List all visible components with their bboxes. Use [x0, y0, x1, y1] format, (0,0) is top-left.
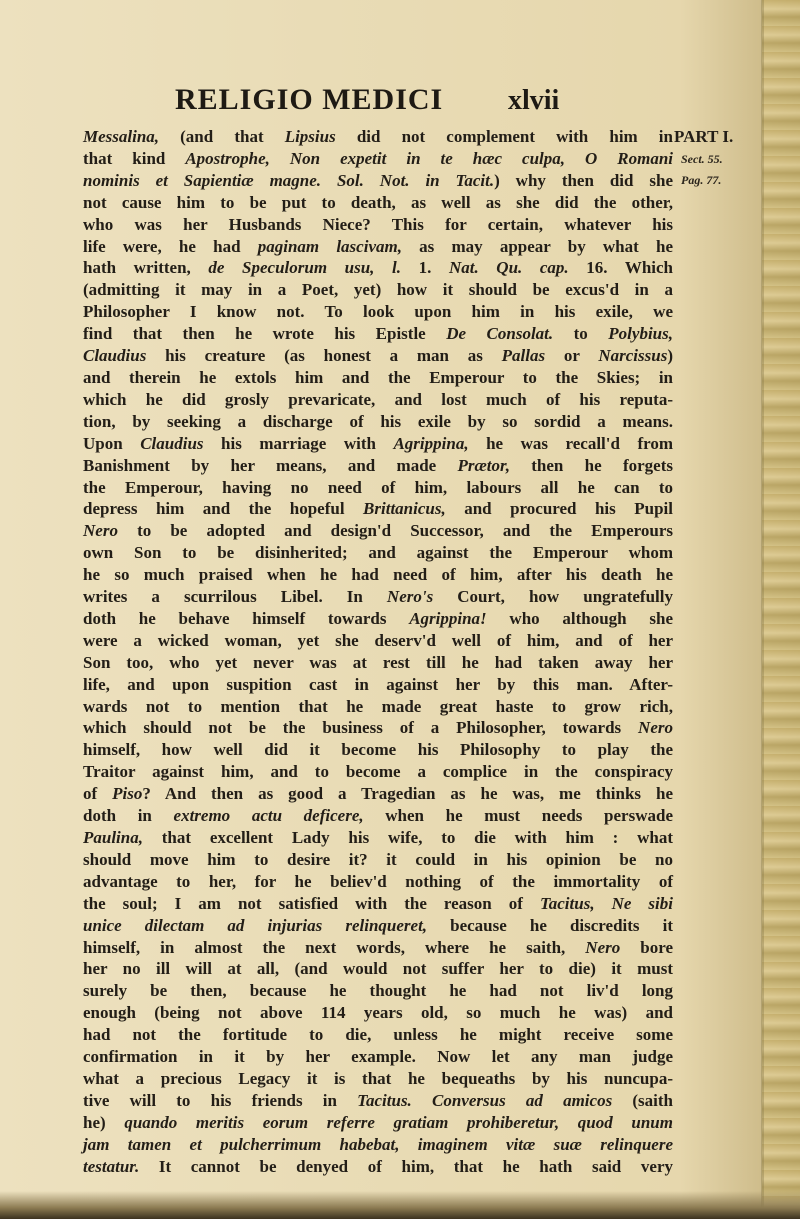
body-text — [83, 126, 673, 1178]
text-line: which he did grosly prevaricate, and lost much of his reputa- — [83, 389, 673, 409]
text-line: tive will to his friends in Tacitus. Conversus ad amicos (saith — [83, 1090, 674, 1110]
text-line: life were, he had paginam lascivam, as may appear by what he — [83, 236, 673, 256]
text-line: advantage to her, for he believ'd nothing of the immortality of — [83, 871, 673, 891]
text-line: had not the fortitude to die, unless he might receive some — [83, 1025, 673, 1045]
text-line: tion, by seeking a discharge of his exile by so sordid a means. — [83, 411, 673, 431]
text-line: of Piso? And then as good a Tragedian as he was, me thinks he — [83, 784, 673, 804]
text-line: writes a scurrilous Libel. In Nero's Court, how ungratefully — [83, 587, 673, 607]
text-line: find that then he wrote his Epistle De Consolat. to Polybius, — [83, 324, 673, 344]
text-line: Philosopher I know not. To look upon him in his exile, we — [83, 302, 673, 322]
page-gutter — [761, 0, 764, 1219]
text-line: he so much praised when he had need of him, after his death he — [83, 565, 673, 585]
text-line: doth he behave himself towards Agrippina! who although she — [83, 608, 673, 628]
text-line: Upon Claudius his marriage with Agrippina, he was recall'd from — [83, 433, 674, 453]
text-line: Traitor against him, and to become a complice in the conspiracy — [83, 762, 673, 782]
text-line: Nero to be adopted and design'd Successor, and the Emperours — [83, 521, 673, 541]
text-line: Paulina, that excellent Lady his wife, to die with him : what — [83, 828, 673, 847]
text-line: nominis et Sapientiæ magne. Sol. Not. in Tacit.) why then did she — [83, 170, 673, 190]
text-line: Messalina, (and that Lipsius did not complement with him in — [83, 127, 673, 146]
running-title: RELIGIO MEDICI — [175, 83, 444, 116]
text-line: surely be then, because he thought he had not liv'd long — [83, 981, 673, 1001]
text-line: Son too, who yet never was at rest till he had taken away her — [83, 652, 673, 672]
text-line: the Emperour, having no need of him, labours all he can to — [83, 477, 673, 497]
text-line: what a precious Legacy it is that he bequeaths by his nuncupa- — [83, 1068, 673, 1088]
text-line: wards not to mention that he made great haste to grow rich, — [83, 696, 673, 716]
text-line: the soul; I am not satisfied with the reason of Tacitus, Ne sibi — [83, 893, 673, 913]
text-line: own Son to be disinherited; and against the Emperour whom — [83, 543, 673, 563]
text-line: (admitting it may in a Poet, yet) how it should be excus'd in a — [83, 280, 673, 300]
part-label: PART I. — [674, 127, 734, 146]
text-line: that kind Apostrophe, Non expetit in te hæc culpa, O Romani — [83, 148, 673, 168]
text-line: Claudius his creature (as honest a man as Pallas or Narcissus) — [83, 346, 673, 366]
text-line: and therein he extols him and the Emperour to the Skies; in — [83, 367, 673, 387]
text-line: jam tamen et pulcherrimum habebat, imaginem vitæ suæ relinquere — [83, 1134, 673, 1154]
section-reference: Sect. 55. — [681, 152, 723, 166]
text-line: who was her Husbands Niece? This for certain, whatever his — [83, 214, 673, 234]
text-line: doth in extremo actu deficere, when he must needs perswade — [83, 806, 673, 826]
text-line: he) quando meritis eorum referre gratiam prohiberetur, quod unum — [83, 1112, 673, 1132]
page-number: xlvii — [508, 85, 560, 116]
text-line: hath written, de Speculorum usu, l. 1. Nat. Qu. cap. 16. Which — [83, 258, 674, 278]
text-line: her no ill will at all, (and would not suffer her to die) it must — [83, 959, 673, 979]
text-line: himself, how well did it become his Philosophy to play the — [83, 740, 673, 760]
text-line: Banishment by her means, and made Prætor, then he forgets — [83, 455, 673, 475]
page-header — [0, 83, 800, 123]
text-line: were a wicked woman, yet she deserv'd well of him, and of her — [83, 630, 673, 650]
text-line: testatur. It cannot be denyed of him, that he hath said very — [83, 1156, 673, 1176]
page-reference: Pag. 77. — [681, 173, 722, 187]
text-line: confirmation in it by her example. Now let any man judge — [83, 1047, 673, 1067]
text-line: unice dilectam ad injurias relinqueret, because he discredits it — [83, 915, 673, 935]
text-line: enough (being not above 114 years old, so much he was) and — [83, 1003, 673, 1023]
binding-edge — [762, 0, 800, 1219]
text-line: depress him and the hopeful Brittanicus, and procured his Pupil — [83, 499, 673, 519]
text-line: not cause him to be put to death, as well as she did the other, — [83, 192, 673, 212]
page-bottom-shadow — [0, 1191, 800, 1219]
text-line: which should not be the business of a Philosopher, towards Nero — [83, 718, 673, 738]
text-line: himself, in almost the next words, where he saith, Nero bore — [83, 937, 673, 957]
text-line: life, and upon suspition cast in against her by this man. After- — [83, 674, 673, 694]
text-line: should move him to desire it? it could in his opinion be no — [83, 849, 673, 869]
